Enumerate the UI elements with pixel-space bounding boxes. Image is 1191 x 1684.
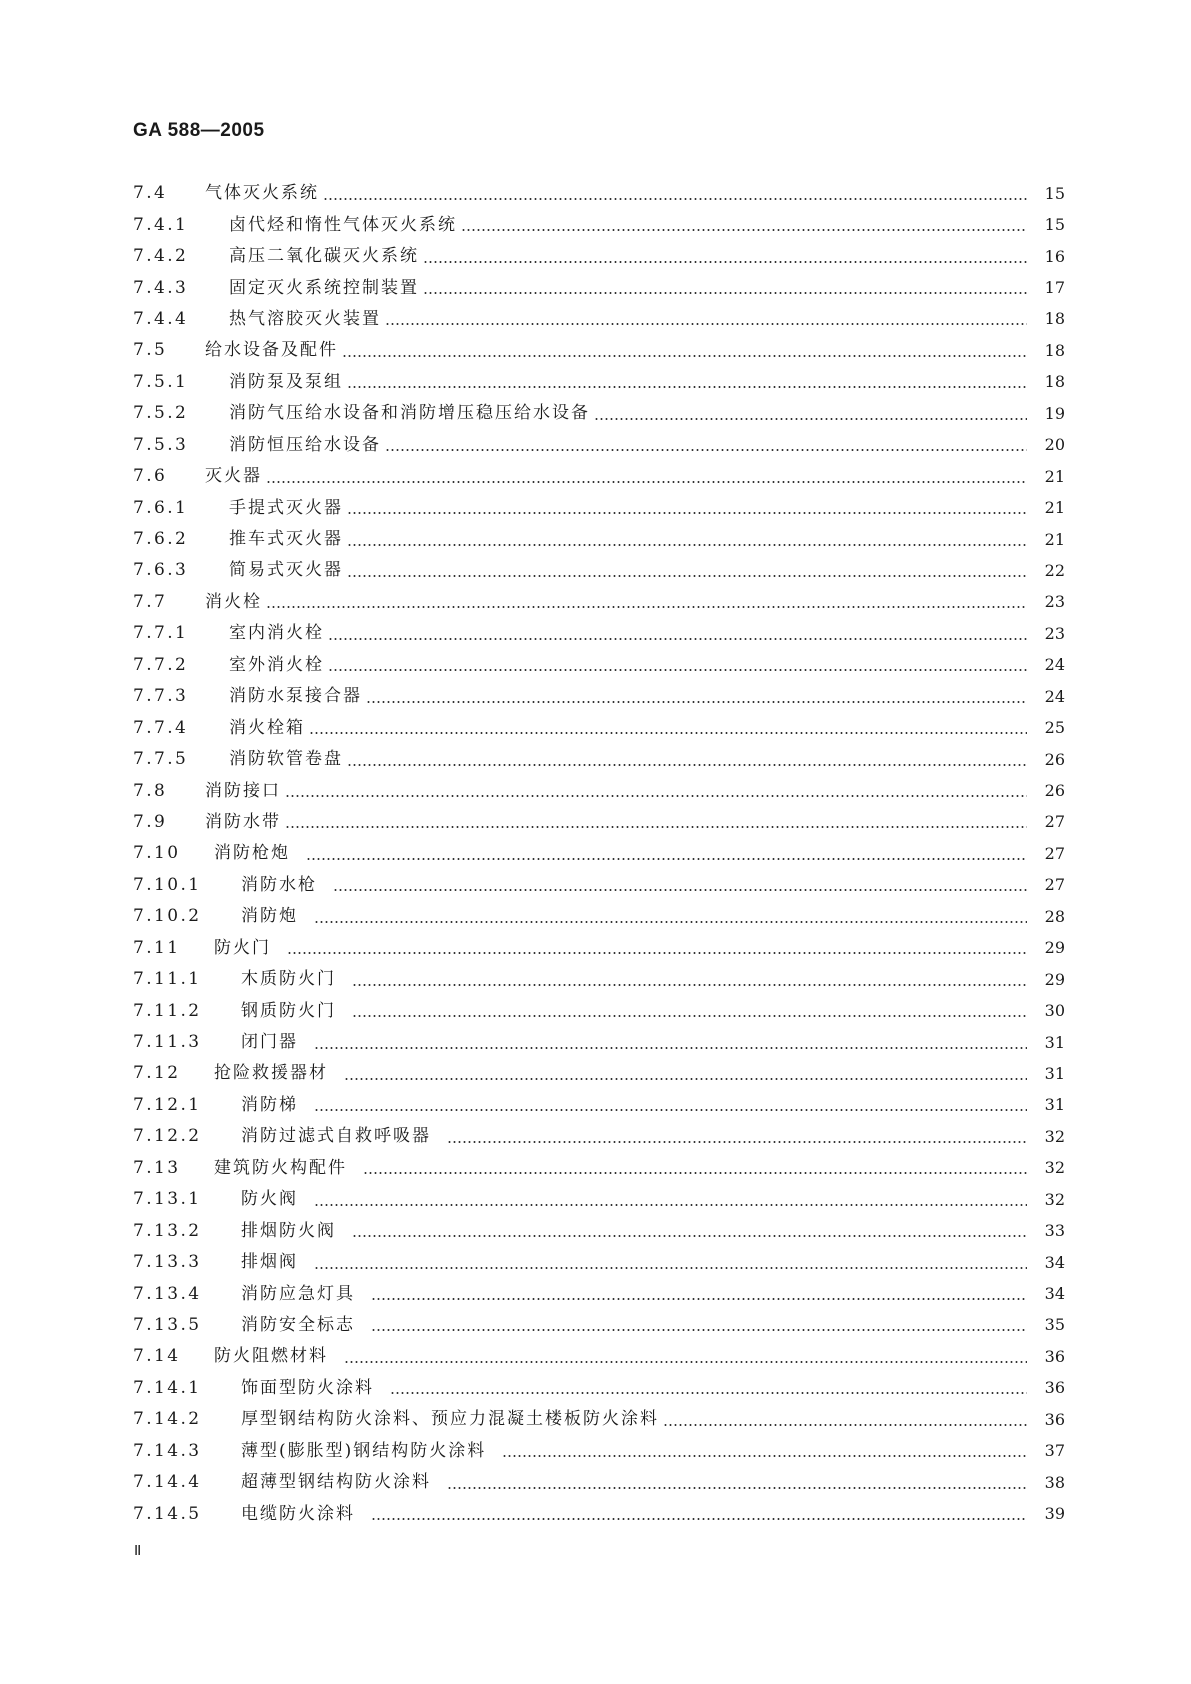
- toc-entry-title: 消防应急灯具: [241, 1283, 355, 1304]
- toc-entry-title: 闭门器: [241, 1032, 298, 1053]
- toc-entry-page: 18: [1044, 340, 1065, 360]
- toc-entry[interactable]: [133, 1247, 1065, 1278]
- toc-entry-page: 31: [1044, 1032, 1065, 1052]
- toc-entry-title: 防火门: [214, 937, 271, 958]
- toc-entry[interactable]: [133, 1215, 1065, 1246]
- dot-leader: [266, 606, 1027, 608]
- toc-entry-number: 7.7.4: [133, 717, 189, 738]
- toc-entry[interactable]: [133, 901, 1065, 932]
- toc-entry-page: 23: [1044, 592, 1065, 612]
- toc-entry-title: 气体灭火系统: [205, 183, 319, 204]
- toc-entry-number: 7.13: [133, 1157, 181, 1178]
- toc-entry-number: 7.11.2: [133, 1000, 202, 1021]
- toc-entry-title: 手提式灭火器: [229, 497, 343, 518]
- toc-entry-title: 消防安全标志: [241, 1314, 355, 1335]
- toc-entry-page: 36: [1044, 1346, 1065, 1366]
- toc-entry-title: 厚型钢结构防火涂料、预应力混凝土楼板防火涂料: [241, 1409, 659, 1430]
- dot-leader: [502, 1455, 1027, 1457]
- table-of-contents: [133, 178, 1065, 1530]
- toc-entry[interactable]: [133, 367, 1065, 398]
- document-header: [133, 120, 265, 142]
- toc-entry-page: 30: [1044, 1001, 1065, 1021]
- toc-entry[interactable]: [133, 241, 1065, 272]
- toc-entry-number: 7.7.3: [133, 686, 189, 707]
- toc-entry[interactable]: [133, 1278, 1065, 1309]
- toc-entry-title: 消火栓: [205, 591, 262, 612]
- toc-entry-title: 卤代烃和惰性气体灭火系统: [229, 214, 457, 235]
- toc-entry-page: 31: [1044, 1095, 1065, 1115]
- toc-entry-number: 7.7: [133, 591, 168, 612]
- toc-entry[interactable]: [133, 209, 1065, 240]
- toc-entry-title: 钢质防火门: [241, 1000, 336, 1021]
- dot-leader: [314, 1204, 1027, 1206]
- toc-entry-page: 32: [1044, 1126, 1065, 1146]
- toc-entry[interactable]: [133, 304, 1065, 335]
- page-number: II: [134, 1542, 141, 1559]
- dot-leader: [344, 1361, 1027, 1363]
- dot-leader: [314, 1267, 1027, 1269]
- toc-entry[interactable]: [133, 1341, 1065, 1372]
- toc-entry[interactable]: [133, 272, 1065, 303]
- toc-entry-page: 24: [1044, 686, 1065, 706]
- toc-entry-title: 消防接口: [205, 780, 281, 801]
- toc-entry-number: 7.6.2: [133, 529, 189, 550]
- toc-entry-page: 36: [1044, 1378, 1065, 1398]
- toc-entry-number: 7.5.1: [133, 371, 189, 392]
- toc-entry[interactable]: [133, 430, 1065, 461]
- toc-entry-title: 排烟防火阀: [241, 1220, 336, 1241]
- toc-entry-title: 室内消火栓: [229, 623, 324, 644]
- toc-entry-title: 高压二氧化碳灭火系统: [229, 246, 419, 267]
- toc-entry-page: 22: [1044, 560, 1065, 580]
- toc-entry-title: 超薄型钢结构防火涂料: [241, 1472, 431, 1493]
- toc-entry-page: 36: [1044, 1409, 1065, 1429]
- toc-entry-number: 7.6: [133, 466, 168, 487]
- toc-entry-page: 34: [1044, 1252, 1065, 1272]
- dot-leader: [352, 1015, 1027, 1017]
- toc-entry-number: 7.13.4: [133, 1283, 202, 1304]
- dot-leader: [333, 889, 1027, 891]
- toc-entry-title: 室外消火栓: [229, 654, 324, 675]
- dot-leader: [342, 355, 1027, 357]
- toc-entry-number: 7.4.3: [133, 277, 189, 298]
- toc-entry[interactable]: [133, 650, 1065, 681]
- toc-entry-page: 19: [1044, 403, 1065, 423]
- toc-entry-title: 消防水泵接合器: [229, 686, 362, 707]
- toc-entry[interactable]: [133, 1058, 1065, 1089]
- toc-entry-title: 消防恒压给水设备: [229, 434, 381, 455]
- toc-entry-page: 17: [1044, 278, 1065, 298]
- toc-entry-page: 29: [1044, 938, 1065, 958]
- toc-entry-number: 7.5.2: [133, 403, 189, 424]
- dot-leader: [663, 1424, 1027, 1426]
- dot-leader: [371, 1518, 1027, 1520]
- toc-entry[interactable]: [133, 178, 1065, 209]
- toc-entry-title: 消火栓箱: [229, 717, 305, 738]
- toc-entry-page: 21: [1044, 466, 1065, 486]
- toc-entry[interactable]: [133, 587, 1065, 618]
- toc-entry-title: 推车式灭火器: [229, 529, 343, 550]
- toc-entry-number: 7.4.1: [133, 214, 189, 235]
- toc-entry-page: 21: [1044, 498, 1065, 518]
- dot-leader: [352, 1235, 1027, 1237]
- toc-entry-number: 7.14.3: [133, 1440, 202, 1461]
- dot-leader: [314, 1047, 1027, 1049]
- toc-entry-title: 消防泵及泵组: [229, 371, 343, 392]
- toc-entry-title: 固定灭火系统控制装置: [229, 277, 419, 298]
- toc-entry-page: 39: [1044, 1504, 1065, 1524]
- toc-entry-page: 20: [1044, 435, 1065, 455]
- toc-entry-number: 7.13.2: [133, 1220, 202, 1241]
- toc-entry-number: 7.5.3: [133, 434, 189, 455]
- toc-entry-page: 15: [1044, 215, 1065, 235]
- toc-entry-number: 7.4.2: [133, 246, 189, 267]
- toc-entry-number: 7.7.2: [133, 654, 189, 675]
- toc-entry-number: 7.6.1: [133, 497, 189, 518]
- toc-entry-number: 7.4: [133, 183, 168, 204]
- dot-leader: [371, 1298, 1027, 1300]
- toc-entry-page: 32: [1044, 1189, 1065, 1209]
- dot-leader: [461, 229, 1027, 231]
- toc-entry-number: 7.12.1: [133, 1094, 202, 1115]
- toc-entry-page: 32: [1044, 1158, 1065, 1178]
- toc-entry-number: 7.13.1: [133, 1189, 202, 1210]
- toc-entry[interactable]: [133, 1090, 1065, 1121]
- toc-entry[interactable]: [133, 712, 1065, 743]
- toc-entry-number: 7.14.1: [133, 1377, 202, 1398]
- toc-entry-title: 灭火器: [205, 466, 262, 487]
- dot-leader: [266, 481, 1027, 483]
- toc-entry-page: 33: [1044, 1221, 1065, 1241]
- toc-entry[interactable]: [133, 775, 1065, 806]
- toc-entry-number: 7.5: [133, 340, 168, 361]
- toc-entry-number: 7.12.2: [133, 1126, 202, 1147]
- dot-leader: [347, 544, 1027, 546]
- toc-entry-number: 7.10: [133, 843, 181, 864]
- toc-entry[interactable]: [133, 1404, 1065, 1435]
- toc-entry-page: 27: [1044, 843, 1065, 863]
- dot-leader: [390, 1392, 1027, 1394]
- toc-entry-page: 29: [1044, 969, 1065, 989]
- toc-entry-title: 木质防火门: [241, 969, 336, 990]
- toc-entry[interactable]: [133, 838, 1065, 869]
- toc-entry[interactable]: [133, 1027, 1065, 1058]
- toc-entry-title: 消防水枪: [241, 874, 317, 895]
- dot-leader: [287, 952, 1027, 954]
- toc-entry-title: 简易式灭火器: [229, 560, 343, 581]
- dot-leader: [328, 669, 1027, 671]
- dot-leader: [423, 261, 1027, 263]
- toc-entry-number: 7.10.2: [133, 906, 202, 927]
- toc-entry-number: 7.14.5: [133, 1503, 202, 1524]
- toc-entry-title: 防火阀: [241, 1189, 298, 1210]
- toc-entry-page: 25: [1044, 718, 1065, 738]
- toc-entry-number: 7.11.1: [133, 969, 202, 990]
- toc-entry-number: 7.11.3: [133, 1032, 202, 1053]
- toc-entry[interactable]: [133, 681, 1065, 712]
- toc-entry[interactable]: [133, 1436, 1065, 1467]
- toc-entry-title: 消防炮: [241, 906, 298, 927]
- toc-entry-title: 饰面型防火涂料: [241, 1377, 374, 1398]
- toc-entry-page: 24: [1044, 655, 1065, 675]
- toc-entry[interactable]: [133, 1153, 1065, 1184]
- toc-entry[interactable]: [133, 1467, 1065, 1498]
- toc-entry[interactable]: [133, 555, 1065, 586]
- toc-entry[interactable]: [133, 807, 1065, 838]
- toc-entry-title: 消防过滤式自救呼吸器: [241, 1126, 431, 1147]
- toc-entry[interactable]: [133, 492, 1065, 523]
- toc-entry-title: 消防气压给水设备和消防增压稳压给水设备: [229, 403, 590, 424]
- dot-leader: [285, 826, 1027, 828]
- toc-entry-number: 7.6.3: [133, 560, 189, 581]
- toc-entry[interactable]: [133, 964, 1065, 995]
- toc-entry-page: 23: [1044, 623, 1065, 643]
- toc-entry[interactable]: [133, 995, 1065, 1026]
- toc-entry-page: 31: [1044, 1063, 1065, 1083]
- toc-entry-number: 7.14.4: [133, 1472, 202, 1493]
- toc-entry[interactable]: [133, 933, 1065, 964]
- toc-entry-number: 7.9: [133, 811, 168, 832]
- toc-entry-title: 排烟阀: [241, 1252, 298, 1273]
- toc-entry-number: 7.10.1: [133, 874, 202, 895]
- toc-entry-number: 7.7.1: [133, 623, 189, 644]
- toc-entry[interactable]: [133, 524, 1065, 555]
- dot-leader: [323, 198, 1027, 200]
- toc-entry-title: 热气溶胶灭火装置: [229, 308, 381, 329]
- dot-leader: [385, 449, 1027, 451]
- toc-entry-page: 26: [1044, 749, 1065, 769]
- toc-entry-title: 给水设备及配件: [205, 340, 338, 361]
- toc-entry-page: 35: [1044, 1315, 1065, 1335]
- toc-entry-title: 消防软管卷盘: [229, 749, 343, 770]
- toc-entry-page: 27: [1044, 875, 1065, 895]
- toc-entry-number: 7.13.3: [133, 1252, 202, 1273]
- dot-leader: [347, 386, 1027, 388]
- toc-entry[interactable]: [133, 1184, 1065, 1215]
- toc-entry[interactable]: [133, 1373, 1065, 1404]
- toc-entry-page: 15: [1044, 183, 1065, 203]
- toc-entry-page: 26: [1044, 781, 1065, 801]
- toc-entry[interactable]: [133, 1498, 1065, 1529]
- toc-entry[interactable]: [133, 1121, 1065, 1152]
- toc-entry[interactable]: [133, 335, 1065, 366]
- toc-entry[interactable]: [133, 744, 1065, 775]
- toc-entry-title: 抢险救援器材: [214, 1063, 328, 1084]
- toc-entry-page: 37: [1044, 1441, 1065, 1461]
- toc-entry-title: 防火阻燃材料: [214, 1346, 328, 1367]
- dot-leader: [347, 512, 1027, 514]
- dot-leader: [306, 858, 1027, 860]
- dot-leader: [594, 418, 1027, 420]
- toc-entry[interactable]: [133, 398, 1065, 429]
- dot-leader: [309, 732, 1027, 734]
- toc-entry-page: 34: [1044, 1284, 1065, 1304]
- dot-leader: [344, 1078, 1027, 1080]
- toc-entry-page: 21: [1044, 529, 1065, 549]
- toc-entry-page: 38: [1044, 1472, 1065, 1492]
- dot-leader: [363, 1172, 1027, 1174]
- toc-entry-number: 7.12: [133, 1063, 181, 1084]
- toc-entry-page: 18: [1044, 372, 1065, 392]
- dot-leader: [366, 701, 1027, 703]
- toc-entry-title: 消防水带: [205, 811, 281, 832]
- dot-leader: [371, 1329, 1027, 1331]
- toc-entry-title: 电缆防火涂料: [241, 1503, 355, 1524]
- toc-entry-page: 27: [1044, 812, 1065, 832]
- toc-entry-number: 7.4.4: [133, 308, 189, 329]
- toc-entry-title: 薄型(膨胀型)钢结构防火涂料: [241, 1440, 487, 1461]
- dot-leader: [328, 638, 1027, 640]
- toc-entry-number: 7.14: [133, 1346, 181, 1367]
- toc-entry-number: 7.8: [133, 780, 168, 801]
- toc-entry-title: 消防梯: [241, 1094, 298, 1115]
- toc-entry-page: 28: [1044, 906, 1065, 926]
- toc-entry-number: 7.11: [133, 937, 181, 958]
- dot-leader: [352, 984, 1027, 986]
- toc-entry-number: 7.7.5: [133, 749, 189, 770]
- toc-entry[interactable]: [133, 870, 1065, 901]
- toc-entry[interactable]: [133, 618, 1065, 649]
- dot-leader: [314, 1109, 1027, 1111]
- dot-leader: [447, 1141, 1027, 1143]
- toc-entry-page: 18: [1044, 309, 1065, 329]
- toc-entry[interactable]: [133, 1310, 1065, 1341]
- standard-code: GA 588—2005: [133, 120, 265, 141]
- dot-leader: [347, 764, 1027, 766]
- dot-leader: [285, 795, 1027, 797]
- dot-leader: [314, 921, 1027, 923]
- dot-leader: [423, 292, 1027, 294]
- toc-entry-number: 7.14.2: [133, 1409, 202, 1430]
- toc-entry[interactable]: [133, 461, 1065, 492]
- dot-leader: [385, 323, 1027, 325]
- toc-entry-title: 消防枪炮: [214, 843, 290, 864]
- toc-entry-number: 7.13.5: [133, 1314, 202, 1335]
- dot-leader: [447, 1487, 1027, 1489]
- toc-entry-page: 16: [1044, 246, 1065, 266]
- dot-leader: [347, 575, 1027, 577]
- toc-entry-title: 建筑防火构配件: [214, 1157, 347, 1178]
